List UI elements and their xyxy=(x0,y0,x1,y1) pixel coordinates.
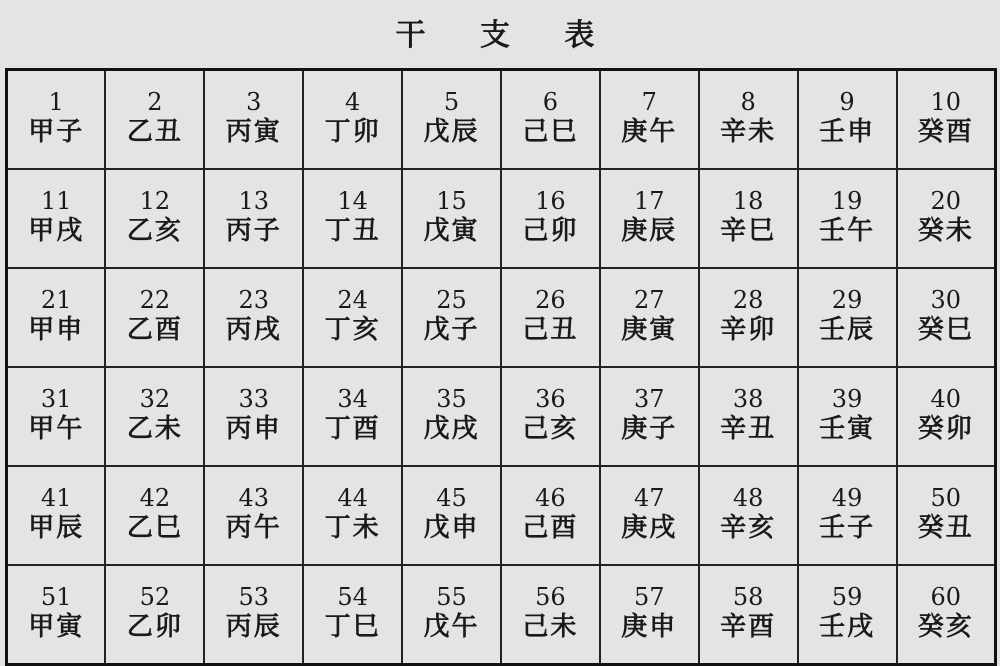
table-cell xyxy=(501,565,600,665)
cell-ganzhi-name: 庚子 xyxy=(621,413,678,444)
cell-number: 50 xyxy=(930,483,962,512)
cell-ganzhi-name: 癸卯 xyxy=(917,413,974,444)
cell-number: 4 xyxy=(344,87,361,116)
cell-ganzhi-name: 戊午 xyxy=(423,611,480,642)
cell-ganzhi-name: 丙子 xyxy=(225,215,282,246)
table-cell xyxy=(303,466,402,565)
table-cell xyxy=(7,169,106,268)
cell-number: 22 xyxy=(139,285,171,314)
table-cell xyxy=(897,565,996,665)
cell-number: 35 xyxy=(436,384,467,413)
cell-number: 41 xyxy=(40,483,72,512)
table-cell xyxy=(798,367,897,466)
table-cell xyxy=(7,70,106,170)
cell-ganzhi-name: 丁丑 xyxy=(324,215,381,246)
cell-ganzhi-name: 甲申 xyxy=(28,314,85,345)
cell-number: 51 xyxy=(40,582,72,611)
cell-number: 18 xyxy=(732,186,764,215)
cell-ganzhi-name: 乙丑 xyxy=(126,116,183,147)
table-cell xyxy=(402,268,501,367)
table-cell xyxy=(501,466,600,565)
cell-ganzhi-name: 壬辰 xyxy=(819,314,876,345)
ganzhi-table xyxy=(5,68,997,666)
cell-ganzhi-name: 辛亥 xyxy=(720,512,777,543)
cell-ganzhi-name: 甲午 xyxy=(28,413,85,444)
table-cell xyxy=(105,70,204,170)
table-cell xyxy=(402,70,501,170)
cell-number: 6 xyxy=(542,87,559,116)
table-cell xyxy=(204,70,303,170)
cell-ganzhi-name: 辛卯 xyxy=(720,314,777,345)
cell-number: 9 xyxy=(839,87,855,116)
cell-number: 53 xyxy=(238,582,269,611)
cell-ganzhi-name: 乙巳 xyxy=(126,512,183,543)
cell-ganzhi-name: 甲寅 xyxy=(28,611,85,642)
cell-number: 2 xyxy=(147,87,163,116)
cell-number: 14 xyxy=(337,186,368,215)
cell-ganzhi-name: 癸酉 xyxy=(917,116,974,147)
cell-ganzhi-name: 癸亥 xyxy=(917,611,974,642)
cell-ganzhi-name: 丙申 xyxy=(225,413,282,444)
table-row xyxy=(7,367,996,466)
cell-number: 56 xyxy=(535,582,566,611)
cell-number: 1 xyxy=(48,87,64,116)
table-cell xyxy=(699,565,798,665)
cell-ganzhi-name: 壬子 xyxy=(819,512,876,543)
cell-ganzhi-name: 乙卯 xyxy=(126,611,183,642)
cell-ganzhi-name: 己未 xyxy=(522,611,579,642)
cell-number: 48 xyxy=(732,483,764,512)
cell-number: 49 xyxy=(831,483,863,512)
cell-number: 26 xyxy=(535,285,566,314)
table-cell xyxy=(897,367,996,466)
table-cell xyxy=(798,70,897,170)
cell-number: 20 xyxy=(930,186,962,215)
cell-ganzhi-name: 丁亥 xyxy=(324,314,381,345)
cell-ganzhi-name: 庚寅 xyxy=(621,314,678,345)
table-cell xyxy=(303,268,402,367)
cell-number: 60 xyxy=(930,582,962,611)
table-cell xyxy=(699,367,798,466)
cell-number: 15 xyxy=(436,186,467,215)
page-title: 干 支 表 xyxy=(395,18,617,53)
cell-ganzhi-name: 戊申 xyxy=(423,512,480,543)
table-cell xyxy=(699,70,798,170)
cell-number: 52 xyxy=(139,582,171,611)
table-cell xyxy=(501,70,600,170)
table-cell xyxy=(402,565,501,665)
table-cell xyxy=(105,268,204,367)
cell-ganzhi-name: 丙戌 xyxy=(225,314,282,345)
cell-number: 19 xyxy=(831,186,863,215)
cell-number: 42 xyxy=(139,483,171,512)
cell-ganzhi-name: 癸丑 xyxy=(917,512,974,543)
cell-number: 46 xyxy=(535,483,566,512)
cell-number: 13 xyxy=(238,186,269,215)
table-cell xyxy=(204,169,303,268)
table-cell xyxy=(105,169,204,268)
table-cell xyxy=(204,565,303,665)
cell-number: 23 xyxy=(238,285,269,314)
table-row xyxy=(7,70,996,170)
cell-number: 21 xyxy=(40,285,72,314)
table-cell xyxy=(402,466,501,565)
table-cell xyxy=(600,565,699,665)
cell-ganzhi-name: 甲子 xyxy=(28,116,85,147)
cell-ganzhi-name: 壬戌 xyxy=(819,611,876,642)
table-cell xyxy=(7,565,106,665)
cell-ganzhi-name: 庚戌 xyxy=(621,512,678,543)
cell-number: 10 xyxy=(930,87,962,116)
cell-ganzhi-name: 庚申 xyxy=(621,611,678,642)
table-cell xyxy=(897,70,996,170)
cell-ganzhi-name: 丁未 xyxy=(324,512,381,543)
cell-number: 39 xyxy=(831,384,863,413)
table-cell xyxy=(303,169,402,268)
table-cell xyxy=(303,367,402,466)
cell-number: 17 xyxy=(634,186,665,215)
cell-ganzhi-name: 戊辰 xyxy=(423,116,480,147)
cell-number: 55 xyxy=(436,582,467,611)
cell-ganzhi-name: 乙未 xyxy=(126,413,183,444)
table-cell xyxy=(600,367,699,466)
cell-ganzhi-name: 癸未 xyxy=(917,215,974,246)
table-cell xyxy=(699,268,798,367)
cell-ganzhi-name: 丁卯 xyxy=(324,116,381,147)
cell-ganzhi-name: 辛丑 xyxy=(720,413,777,444)
cell-number: 25 xyxy=(436,285,467,314)
cell-number: 58 xyxy=(732,582,764,611)
cell-number: 28 xyxy=(732,285,764,314)
cell-number: 5 xyxy=(443,87,460,116)
table-cell xyxy=(798,466,897,565)
table-cell xyxy=(402,367,501,466)
table-cell xyxy=(7,367,106,466)
table-cell xyxy=(105,466,204,565)
table-cell xyxy=(204,268,303,367)
table-cell xyxy=(798,169,897,268)
cell-number: 27 xyxy=(634,285,665,314)
table-cell xyxy=(7,268,106,367)
table-cell xyxy=(501,268,600,367)
cell-ganzhi-name: 甲戌 xyxy=(28,215,85,246)
cell-ganzhi-name: 戊子 xyxy=(423,314,480,345)
cell-number: 45 xyxy=(436,483,467,512)
cell-ganzhi-name: 壬午 xyxy=(819,215,876,246)
table-cell xyxy=(7,466,106,565)
table-cell xyxy=(105,367,204,466)
cell-ganzhi-name: 丁巳 xyxy=(324,611,381,642)
cell-ganzhi-name: 乙酉 xyxy=(126,314,183,345)
table-row xyxy=(7,565,996,665)
table-cell xyxy=(897,268,996,367)
cell-ganzhi-name: 癸巳 xyxy=(917,314,974,345)
cell-ganzhi-name: 己酉 xyxy=(522,512,579,543)
cell-ganzhi-name: 戊戌 xyxy=(423,413,480,444)
table-cell xyxy=(600,169,699,268)
cell-ganzhi-name: 戊寅 xyxy=(423,215,480,246)
cell-number: 16 xyxy=(535,186,566,215)
cell-ganzhi-name: 庚辰 xyxy=(621,215,678,246)
table-row xyxy=(7,466,996,565)
cell-number: 59 xyxy=(831,582,863,611)
cell-number: 24 xyxy=(337,285,368,314)
cell-ganzhi-name: 丙午 xyxy=(225,512,282,543)
cell-number: 47 xyxy=(634,483,665,512)
cell-ganzhi-name: 壬申 xyxy=(819,116,876,147)
cell-number: 3 xyxy=(246,87,262,116)
table-row xyxy=(7,169,996,268)
cell-number: 7 xyxy=(641,87,657,116)
table-cell xyxy=(600,466,699,565)
cell-ganzhi-name: 己亥 xyxy=(522,413,579,444)
cell-number: 57 xyxy=(634,582,665,611)
table-cell xyxy=(798,565,897,665)
cell-number: 29 xyxy=(831,285,863,314)
cell-number: 12 xyxy=(139,186,171,215)
cell-number: 33 xyxy=(238,384,269,413)
table-cell xyxy=(897,466,996,565)
cell-ganzhi-name: 甲辰 xyxy=(28,512,85,543)
cell-number: 40 xyxy=(930,384,962,413)
cell-number: 32 xyxy=(139,384,171,413)
cell-ganzhi-name: 丙辰 xyxy=(225,611,282,642)
table-cell xyxy=(204,466,303,565)
cell-ganzhi-name: 己卯 xyxy=(522,215,579,246)
table-cell xyxy=(204,367,303,466)
cell-number: 43 xyxy=(238,483,269,512)
cell-number: 37 xyxy=(634,384,665,413)
cell-number: 30 xyxy=(930,285,962,314)
cell-ganzhi-name: 己巳 xyxy=(522,116,579,147)
cell-number: 31 xyxy=(40,384,72,413)
table-cell xyxy=(105,565,204,665)
cell-number: 54 xyxy=(337,582,368,611)
cell-ganzhi-name: 辛巳 xyxy=(720,215,777,246)
cell-ganzhi-name: 丁酉 xyxy=(324,413,381,444)
table-cell xyxy=(600,70,699,170)
cell-ganzhi-name: 丙寅 xyxy=(225,116,282,147)
table-cell xyxy=(303,70,402,170)
cell-ganzhi-name: 乙亥 xyxy=(126,215,183,246)
table-row xyxy=(7,268,996,367)
cell-ganzhi-name: 庚午 xyxy=(621,116,678,147)
table-cell xyxy=(501,367,600,466)
table-cell xyxy=(303,565,402,665)
table-cell xyxy=(699,169,798,268)
table-cell xyxy=(798,268,897,367)
cell-number: 34 xyxy=(337,384,368,413)
cell-ganzhi-name: 己丑 xyxy=(522,314,579,345)
cell-number: 11 xyxy=(40,186,72,215)
cell-number: 36 xyxy=(535,384,566,413)
table-cell xyxy=(699,466,798,565)
cell-number: 44 xyxy=(337,483,368,512)
cell-ganzhi-name: 辛酉 xyxy=(720,611,777,642)
table-cell xyxy=(501,169,600,268)
cell-ganzhi-name: 辛未 xyxy=(720,116,777,147)
cell-number: 38 xyxy=(732,384,764,413)
cell-number: 8 xyxy=(740,87,756,116)
table-cell xyxy=(402,169,501,268)
cell-ganzhi-name: 壬寅 xyxy=(819,413,876,444)
table-cell xyxy=(600,268,699,367)
table-cell xyxy=(897,169,996,268)
